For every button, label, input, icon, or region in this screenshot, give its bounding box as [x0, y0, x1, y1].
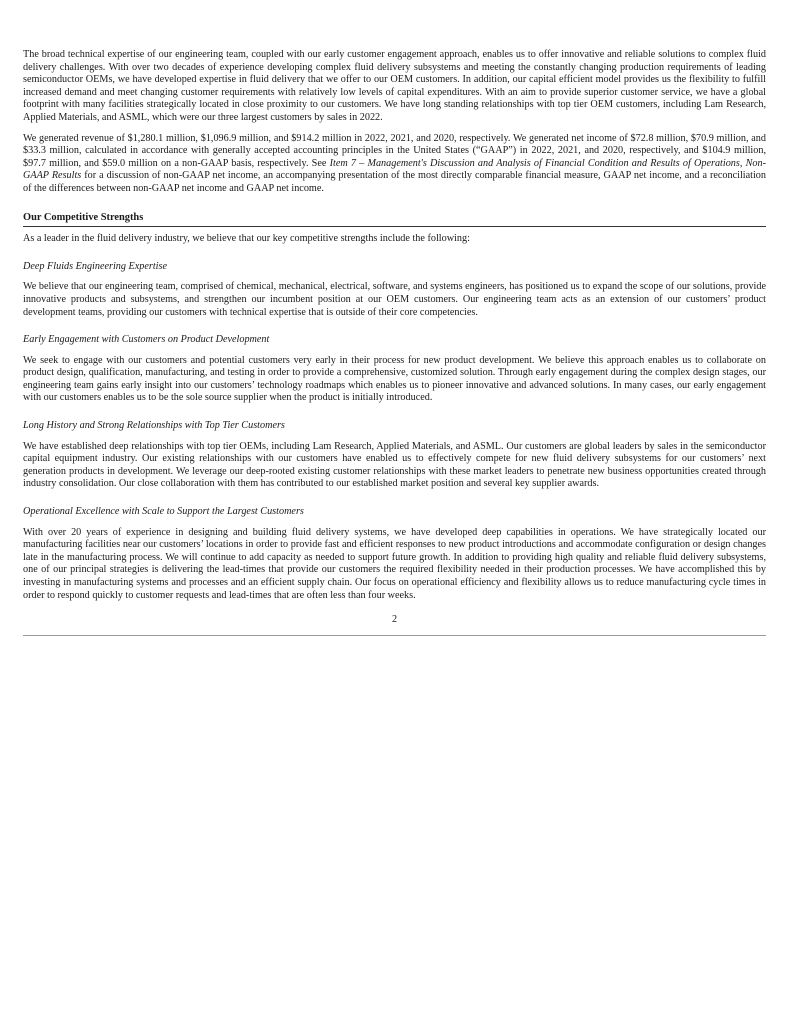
document-page [23, 49, 766, 636]
operational-excellence-subheading: Operational Excellence with Scale to Support the Largest Customers [23, 506, 304, 518]
footer-divider [23, 635, 766, 636]
long-history-subheading: Long History and Strong Relationships with Top Tier Customers [23, 420, 285, 432]
intro-paragraph-2 [23, 133, 766, 196]
financial-summary-text: We generated revenue of $1,280.1 million, $1,096.9 million, and $914.2 million in 2022, 2021, and 2020, respectively. We generated net income of $72.8 million, $70.9 million, and $33.3 million, calculated in accordance with generally accepted accounting principles in the United States (“GAAP”) in 2022, 2021, and 2020, respectively, and $104.9 million, $97.7 million, and $59.0 million on a non-GAAP basis, respectively. See [23, 132, 766, 169]
intro-paragraph-1: The broad technical expertise of our engineering team, coupled with our early customer engagement approach, enables us to offer innovative and reliable solutions to complex fluid delivery challenges. With over two decades of experience developing complex fluid delivery subsystems and meeting the constantly changing production requirements of leading semiconductor OEMs, we have developed expertise in fluid delivery that we offer to our OEM customers. In addition, our capital efficient model provides us the flexibility to fulfill increased demand and meet changing customer requirements with relatively low levels of capital expenditures. With an aim to provide superior customer service, we have a global footprint with many facilities strategically located in close proximity to our customers. We have long standing relationships with top tier OEM customers, including Lam Research, Applied Materials, and ASML, which were our three largest customers by sales in 2022. [23, 49, 766, 123]
long-history-paragraph: We have established deep relationships with top tier OEMs, including Lam Research, Applied Materials, and ASML. Our customers are global leaders by sales in the semiconductor capital equipment industry. Our existing relationships with our customers have enabled us to effectively compete for new fluid delivery subsystems for our customers’ next generation products in development. We leverage our deep-rooted existing customer relationships with these market leaders to penetrate new business opportunities created through industry consolidation. Our close collaboration with them has contributed to our established market position and several key supplier awards. [23, 440, 766, 490]
item-7-reference: Item 7 – Management's Discussion and Analysis of Financial Condition and Results of Operations, Non-GAAP Results [23, 157, 766, 182]
early-engagement-paragraph: We seek to engage with our customers and potential customers very early in their process for new product development. We believe this approach enables us to collaborate on product design, qualification, manufacturing, and testing in order to provide a comprehensive, customized solution. Through early engagement during the complex design stages, our engineering team gains early insight into our customers’ technology roadmaps which enables us to pioneer innovative and advanced solutions. In many cases, our early engagement with our customers enables us to be the sole source supplier when the product is initially introduced. [23, 354, 766, 404]
section-heading-rule [23, 212, 766, 228]
operational-excellence-paragraph: With over 20 years of experience in designing and building fluid delivery systems, we have developed deep capabilities in operations. We have strategically located our manufacturing facilities near our customers’ locations in order to provide fast and efficient responses to new product introductions and accommodate configuration or design changes late in the manufacturing process. We will continue to add capacity as needed to support future growth. In addition to providing high quality and reliable fluid delivery subsystems, one of our principal strategies is delivering the lead-times that provide our customers the required flexibility needed in their production processes. We have accomplished this by investing in manufacturing systems and processes and an efficient supply chain. Our focus on operational efficiency and flexibility allows us to reduce manufacturing cycle times in order to respond quickly to customer requests and lead-times that are often less than four weeks. [23, 526, 766, 601]
early-engagement-subheading: Early Engagement with Customers on Product Development [23, 334, 270, 346]
competitive-strengths-heading: Our Competitive Strengths [23, 211, 144, 223]
deep-fluids-paragraph: We believe that our engineering team, comprised of chemical, mechanical, electrical, software, and systems engineers, has positioned us to expand the scope of our solutions, provide innovative products and subsystems, and strengthen our incumbent position at our OEM customers. Our engineering team acts as an extension of our customers’ product development teams, providing our customers with technical expertise that is outside of their core competencies. [23, 281, 766, 318]
deep-fluids-subheading: Deep Fluids Engineering Expertise [23, 260, 168, 272]
page-number: 2 [391, 614, 398, 626]
non-gaap-discussion-text: for a discussion of non-GAAP net income, an accompanying presentation of the most directly comparable financial measure, GAAP net income, and a reconciliation of the differences between non-GAAP net income and GAAP net income. [23, 170, 766, 194]
strengths-lead-paragraph: As a leader in the fluid delivery industry, we believe that our key competitive strengths include the following: [23, 233, 470, 245]
